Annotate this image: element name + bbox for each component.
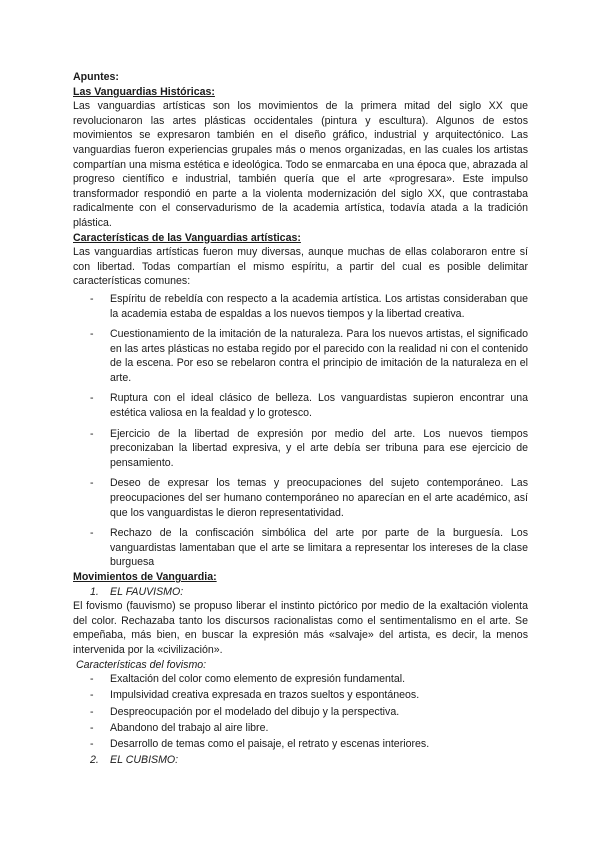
characteristics-list — [73, 292, 528, 570]
section-heading-vanguardias: Las Vanguardias Históricas: — [73, 85, 215, 98]
page-title: Apuntes: — [73, 71, 119, 83]
section-heading-movimientos: Movimientos de Vanguardia: — [73, 571, 217, 583]
document-page — [73, 70, 528, 768]
list-item: - Abandono del trabajo al aire libre. — [73, 721, 528, 736]
fauvism-paragraph: El fovismo (fauvismo) se propuso liberar el instinto pictórico por medio de la exaltación violenta del color. Rechazaba tanto los discursos racionalistas como el sentimentalismo en el arte. Se empeñaba, más bien, en buscar la expresión más «salvaje» del artista, es decir, la menos intervenida por la «civilización». — [73, 600, 528, 656]
movement-name: EL FAUVISMO: — [110, 585, 184, 598]
movement-name: EL CUBISMO: — [110, 754, 179, 767]
movement-heading-fauvismo — [73, 585, 528, 600]
list-item: - Cuestionamiento de la imitación de la naturaleza. Para los nuevos artistas, el significado en las artes plásticas no estaba regido por el parecido con la realidad ni con el contenido de la escena. Por eso se rebelaron contra el principio de imitación de la naturaleza en el arte. — [73, 327, 528, 385]
list-item: - Desarrollo de temas como el paisaje, el retrato y escenas interiores. — [73, 737, 528, 752]
fauvism-list — [73, 672, 528, 751]
section-heading-caracteristicas: Características de las Vanguardias artísticas: — [73, 231, 301, 244]
section-paragraph-vanguardias: Las vanguardias artísticas son los movimientos de la primera mitad del siglo XX que revolucionaron las artes plásticas occidentales (pintura y escultura). Algunos de estos movimientos se expresaron también en el diseño gráfico, industrial y arquitectónico. Las vanguardias fueron experiencias grupales más o menos organizadas, en las cuales los artistas compartían una misma estética e ideológica. Todo se enmarcaba en una época que, abrazada al progreso científico e industrial, también quería que el arte «progresara». Este impulso transformador respondió en parte a la violenta modernización del siglo XX, que contrastaba radicalmente con el conservadurismo de la academia artística, todavía atada a la tradición plástica. — [73, 100, 528, 229]
list-item: - Ejercicio de la libertad de expresión por medio del arte. Los nuevos tiempos preconizaban la libertad expresiva, y el arte debía ser tribuna para ese ejercicio de pensamiento. — [73, 427, 528, 471]
movement-heading-cubismo — [73, 753, 528, 768]
list-item: - Impulsividad creativa expresada en trazos sueltos y espontáneos. — [73, 688, 528, 703]
list-item: - Rechazo de la confiscación simbólica del arte por parte de la burguesía. Los vanguardistas lamentaban que el arte se limitara a representar los intereses de la clase burguesa — [73, 526, 528, 570]
list-item: - Deseo de expresar los temas y preocupaciones del sujeto contemporáneo. Las preocupaciones del ser humano contemporáneo no aparecían en el arte académico, así que los vanguardistas le dieron representatividad. — [73, 476, 528, 520]
movement-number: 1. — [90, 585, 99, 598]
section-intro-caracteristicas: Las vanguardias artísticas fueron muy diversas, aunque muchas de ellas colaboraron entre sí con libertad. Todas compartían el mismo espíritu, a partir del cual es posible delimitar características comunes: — [73, 246, 528, 288]
list-item: - Despreocupación por el modelado del dibujo y la perspectiva. — [73, 705, 528, 720]
list-item: - Espíritu de rebeldía con respecto a la academia artística. Los artistas consideraban que la academia estaba de espaldas a los nuevos tiempos y la libertad creativa. — [73, 292, 528, 321]
list-item: - Ruptura con el ideal clásico de belleza. Los vanguardistas supieron encontrar una estética valiosa en la fealdad y lo grotesco. — [73, 391, 528, 420]
movement-number: 2. — [90, 754, 99, 767]
fauvism-subheading: Características del fovismo: — [76, 658, 207, 671]
list-item: - Exaltación del color como elemento de expresión fundamental. — [73, 672, 528, 687]
